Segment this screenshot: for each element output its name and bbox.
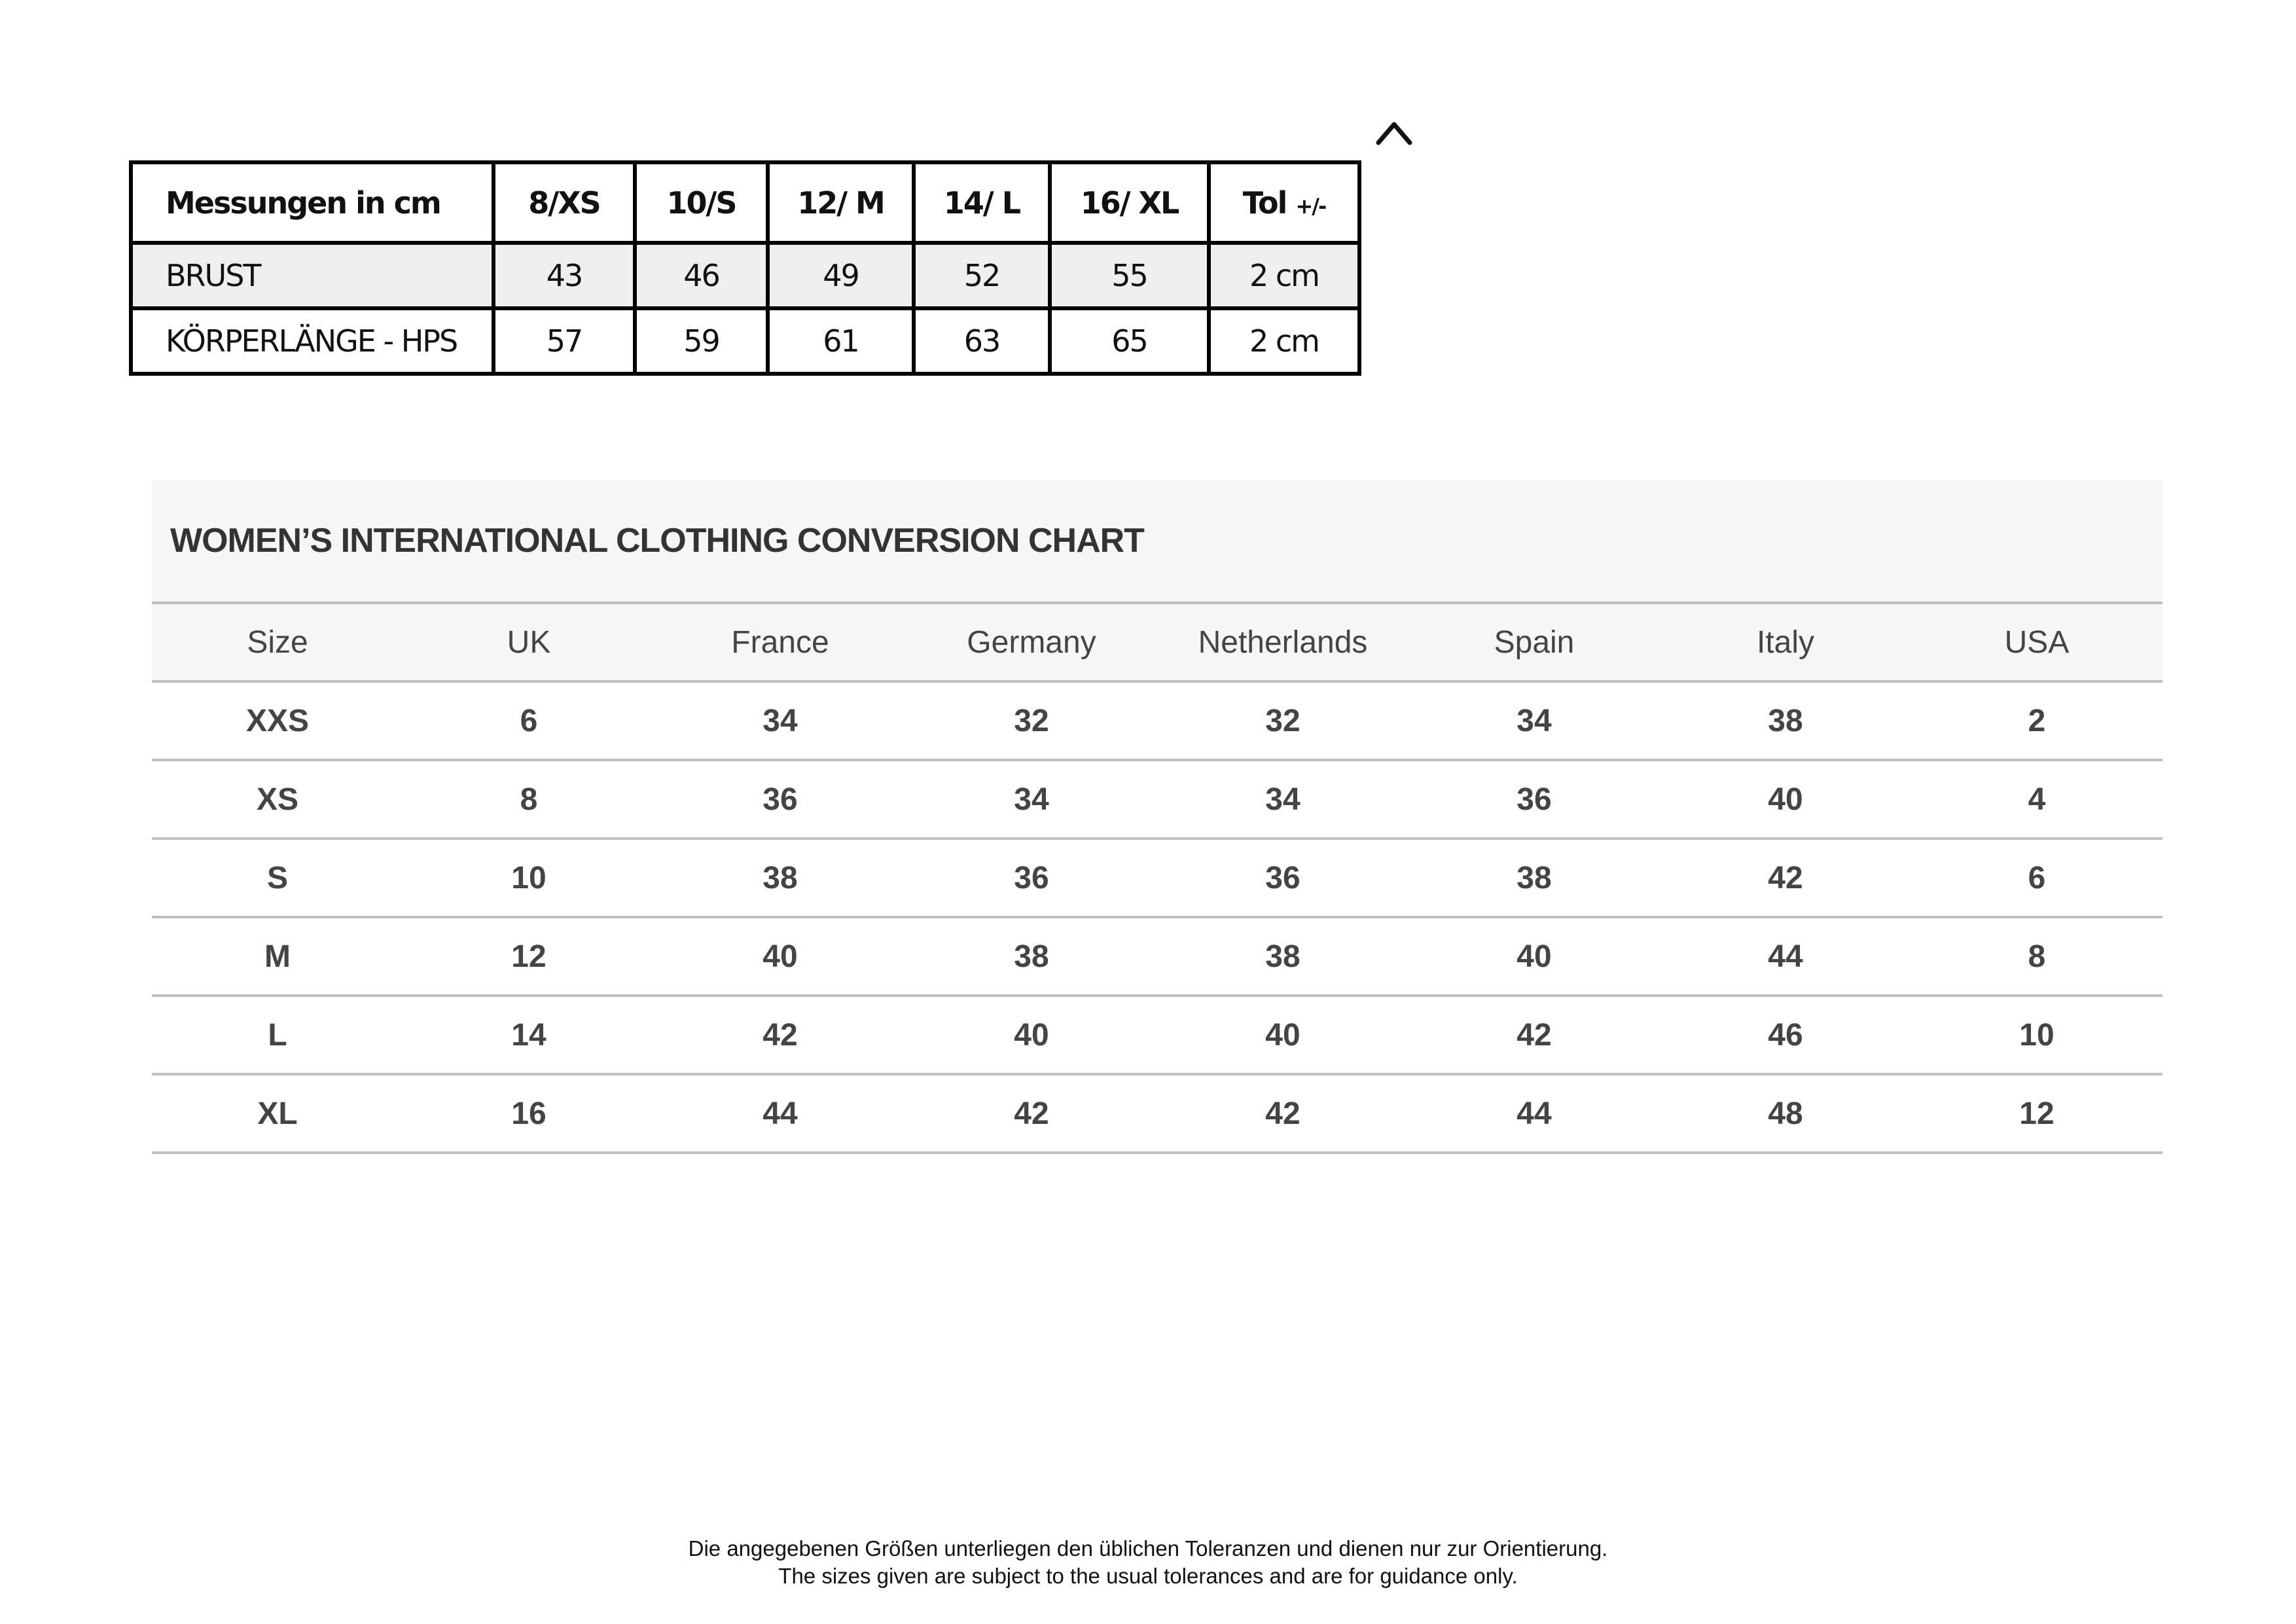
measurement-cell: 43 xyxy=(493,243,635,308)
footer-line-de: Die angegebenen Größen unterliegen den üblichen Toleranzen und dienen nur zur Orientierung. xyxy=(688,1536,1608,1561)
conversion-table xyxy=(152,602,2162,1154)
measurement-header-size: 14/ L xyxy=(914,162,1050,243)
table-cell: 42 xyxy=(1157,1074,1408,1153)
measurement-cell: 49 xyxy=(768,243,914,308)
column-header-italy: Italy xyxy=(1660,603,1911,681)
measurement-header-size: 16/ XL xyxy=(1050,162,1209,243)
table-cell: 38 xyxy=(1660,681,1911,760)
measurement-header-size: 8/XS xyxy=(493,162,635,243)
table-cell: 34 xyxy=(1157,760,1408,839)
table-cell: 46 xyxy=(1660,996,1911,1074)
measurement-cell: 52 xyxy=(914,243,1050,308)
table-cell: 44 xyxy=(655,1074,906,1153)
measurement-cell: 2 cm xyxy=(1209,243,1359,308)
table-cell: 34 xyxy=(655,681,906,760)
table-cell: 8 xyxy=(403,760,655,839)
table-cell: 48 xyxy=(1660,1074,1911,1153)
measurement-cell: 55 xyxy=(1050,243,1209,308)
table-cell: 40 xyxy=(1408,917,1660,996)
footer-line-en: The sizes given are subject to the usual tolerances and are for guidance only. xyxy=(778,1564,1518,1588)
measurement-cell: 57 xyxy=(493,308,635,374)
table-cell: 32 xyxy=(1157,681,1408,760)
table-cell: 16 xyxy=(403,1074,655,1153)
table-cell: 6 xyxy=(403,681,655,760)
table-cell: 36 xyxy=(1408,760,1660,839)
table-cell: 44 xyxy=(1408,1074,1660,1153)
table-cell: 44 xyxy=(1660,917,1911,996)
column-header-usa: USA xyxy=(1911,603,2162,681)
table-cell: 40 xyxy=(1157,996,1408,1074)
table-cell: 32 xyxy=(906,681,1157,760)
conversion-title: WOMEN’S INTERNATIONAL CLOTHING CONVERSION CHART xyxy=(170,522,1144,560)
table-cell: 10 xyxy=(403,839,655,917)
measurement-cell: 63 xyxy=(914,308,1050,374)
measurement-header-tolerance xyxy=(1209,162,1359,243)
table-row xyxy=(131,308,1359,374)
tolerance-label: Tol xyxy=(1242,185,1287,221)
table-row xyxy=(131,243,1359,308)
table-cell: L xyxy=(152,996,403,1074)
table-cell: 40 xyxy=(906,996,1157,1074)
table-cell: XS xyxy=(152,760,403,839)
table-cell: 38 xyxy=(655,839,906,917)
table-cell: XL xyxy=(152,1074,403,1153)
column-header-uk: UK xyxy=(403,603,655,681)
table-cell: 36 xyxy=(1157,839,1408,917)
measurement-header-size: 10/S xyxy=(635,162,768,243)
table-cell: XXS xyxy=(152,681,403,760)
footer-disclaimer xyxy=(0,1535,2296,1590)
column-header-germany: Germany xyxy=(906,603,1157,681)
table-cell: 8 xyxy=(1911,917,2162,996)
column-header-netherlands: Netherlands xyxy=(1157,603,1408,681)
table-cell: 34 xyxy=(906,760,1157,839)
table-cell: 40 xyxy=(655,917,906,996)
conversion-chart xyxy=(152,480,2162,1154)
table-cell: 42 xyxy=(1408,996,1660,1074)
table-row xyxy=(152,681,2162,760)
conversion-header-row xyxy=(152,603,2162,681)
measurement-cell: 65 xyxy=(1050,308,1209,374)
table-cell: 36 xyxy=(906,839,1157,917)
table-row xyxy=(152,839,2162,917)
tolerance-suffix: +/- xyxy=(1295,193,1326,219)
table-row xyxy=(152,1074,2162,1153)
table-row xyxy=(152,760,2162,839)
measurement-cell: 46 xyxy=(635,243,768,308)
table-cell: 38 xyxy=(1157,917,1408,996)
conversion-title-band xyxy=(152,480,2162,602)
measurement-row-label: KÖRPERLÄNGE - HPS xyxy=(131,308,493,374)
table-cell: 34 xyxy=(1408,681,1660,760)
table-cell: 4 xyxy=(1911,760,2162,839)
table-row xyxy=(152,917,2162,996)
table-cell: S xyxy=(152,839,403,917)
table-cell: 40 xyxy=(1660,760,1911,839)
table-cell: 38 xyxy=(1408,839,1660,917)
table-cell: 2 xyxy=(1911,681,2162,760)
caret-up-icon xyxy=(1373,117,1415,148)
table-cell: 10 xyxy=(1911,996,2162,1074)
measurement-header-row xyxy=(131,162,1359,243)
measurement-table xyxy=(129,160,1361,376)
measurement-row-label: BRUST xyxy=(131,243,493,308)
column-header-spain: Spain xyxy=(1408,603,1660,681)
table-row xyxy=(152,996,2162,1074)
table-cell: M xyxy=(152,917,403,996)
measurement-cell: 59 xyxy=(635,308,768,374)
table-cell: 14 xyxy=(403,996,655,1074)
table-cell: 12 xyxy=(403,917,655,996)
measurement-header-size: 12/ M xyxy=(768,162,914,243)
table-cell: 42 xyxy=(906,1074,1157,1153)
measurement-cell: 61 xyxy=(768,308,914,374)
table-cell: 42 xyxy=(655,996,906,1074)
table-cell: 42 xyxy=(1660,839,1911,917)
table-cell: 12 xyxy=(1911,1074,2162,1153)
measurement-cell: 2 cm xyxy=(1209,308,1359,374)
table-cell: 6 xyxy=(1911,839,2162,917)
column-header-france: France xyxy=(655,603,906,681)
table-cell: 38 xyxy=(906,917,1157,996)
table-cell: 36 xyxy=(655,760,906,839)
measurement-header-label: Messungen in cm xyxy=(131,162,493,243)
column-header-size: Size xyxy=(152,603,403,681)
